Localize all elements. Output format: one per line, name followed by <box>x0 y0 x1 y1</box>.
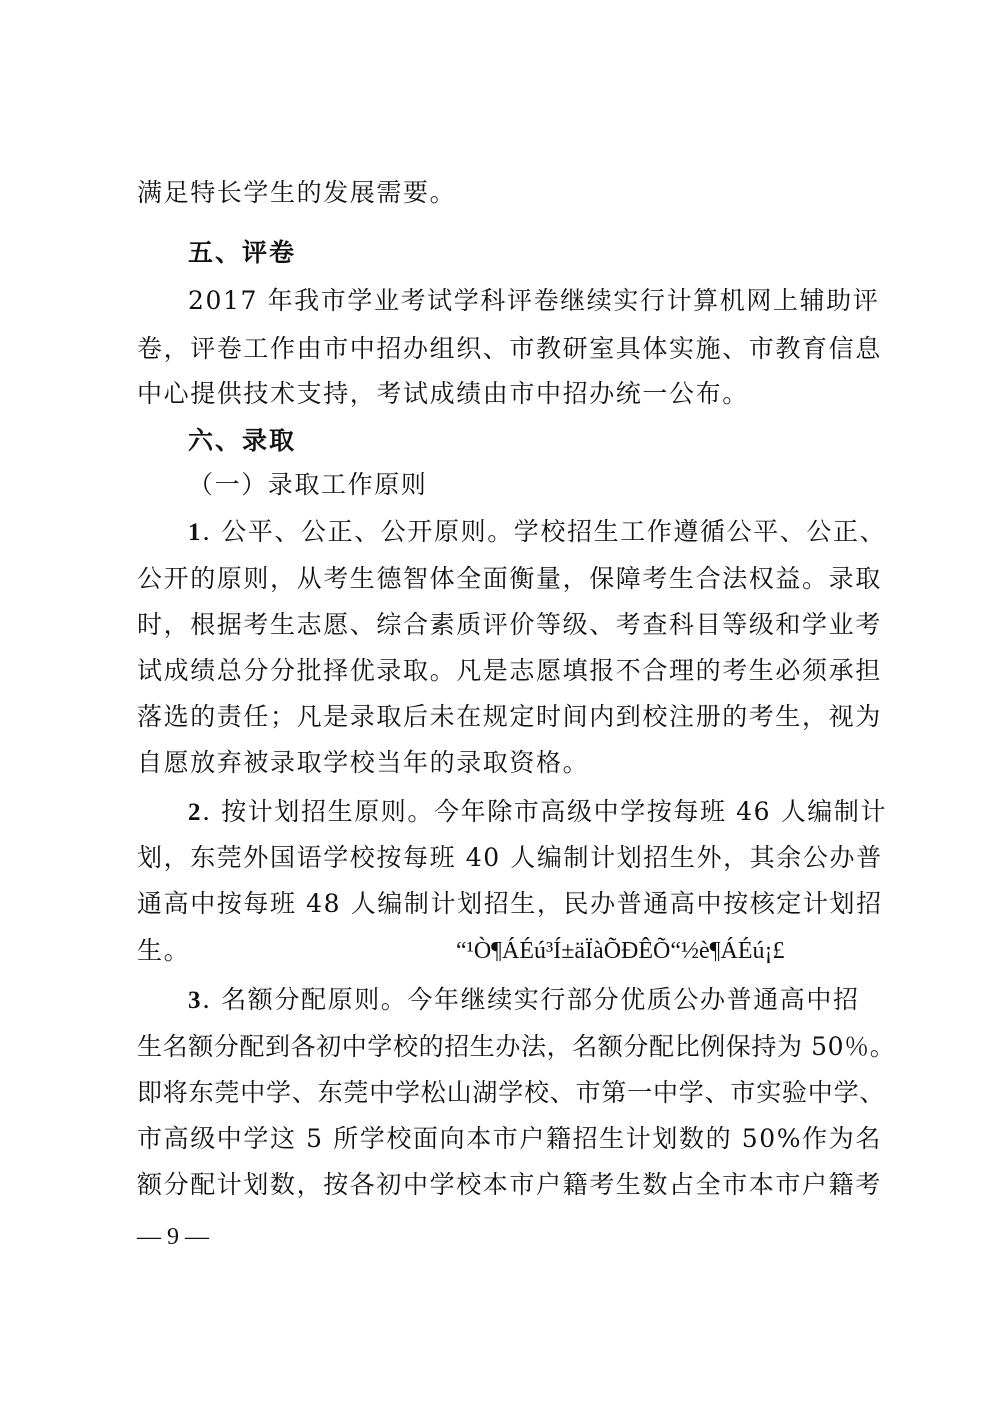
text-line: 自愿放弃被录取学校当年的录取资格。 <box>137 748 590 777</box>
text-line: 生。 <box>137 936 191 965</box>
item-text: . 名额分配原则。今年继续实行部分优质公办普通高中招 <box>202 985 860 1014</box>
text-line: 市高级中学这 5 所学校面向本市户籍招生计划数的 50%作为名 <box>137 1124 882 1153</box>
text-line <box>188 795 888 829</box>
text-line: 落选的责任；凡是录取后未在规定时间内到校注册的考生，视为 <box>137 702 882 731</box>
text-line: 生名额分配到各初中学校的招生办法，名额分配比例保持为 50％。 <box>137 1032 896 1061</box>
text-line: 通高中按每班 48 人编制计划招生，民办普通高中按核定计划招 <box>137 889 883 918</box>
text-line: 2017 年我市学业考试学科评卷继续实行计算机网上辅助评 <box>188 286 880 315</box>
item-number: 2 <box>188 799 203 826</box>
text-line: 时，根据考生志愿、综合素质评价等级、考查科目等级和学业考 <box>137 610 882 639</box>
text-line: 划，东莞外国语学校按每班 40 人编制计划招生外，其余公办普 <box>137 843 883 872</box>
item-text: . 公平、公正、公开原则。学校招生工作遵循公平、公正、 <box>202 517 887 546</box>
text-line: 满足特长学生的发展需要。 <box>137 178 457 207</box>
section-heading-5: 五、评卷 <box>188 238 297 267</box>
text-line: 即将东莞中学、东莞中学松山湖学校、市第一中学、市实验中学、 <box>137 1078 886 1107</box>
item-text: . 按计划招生原则。今年除市高级中学按每班 46 人编制计 <box>202 797 888 826</box>
item-number: 1 <box>188 519 203 546</box>
text-line: 额分配计划数，按各初中学校本市户籍考生数占全市本市户籍考 <box>137 1170 882 1199</box>
text-line <box>188 515 887 549</box>
text-line: 试成绩总分分批择优录取。凡是志愿填报不合理的考生必须承担 <box>137 656 882 685</box>
text-line <box>188 983 878 1017</box>
subsection-heading: （一）录取工作原则 <box>188 470 428 499</box>
text-line: 中心提供技术支持，考试成绩由市中招办统一公布。 <box>137 379 749 408</box>
garbled-text: “¹Ò¶ÁÉú³Í±äÏàÕÐÊÕ“½è¶ÁÉú¡£ <box>456 938 785 964</box>
text-line: 公开的原则，从考生德智体全面衡量，保障考生合法权益。录取 <box>137 564 882 593</box>
page-number: — 9 — <box>137 1224 209 1250</box>
section-heading-6: 六、录取 <box>188 426 297 455</box>
item-number: 3 <box>188 987 203 1014</box>
text-line: 卷，评卷工作由市中招办组织、市教研室具体实施、市教育信息 <box>137 334 882 363</box>
